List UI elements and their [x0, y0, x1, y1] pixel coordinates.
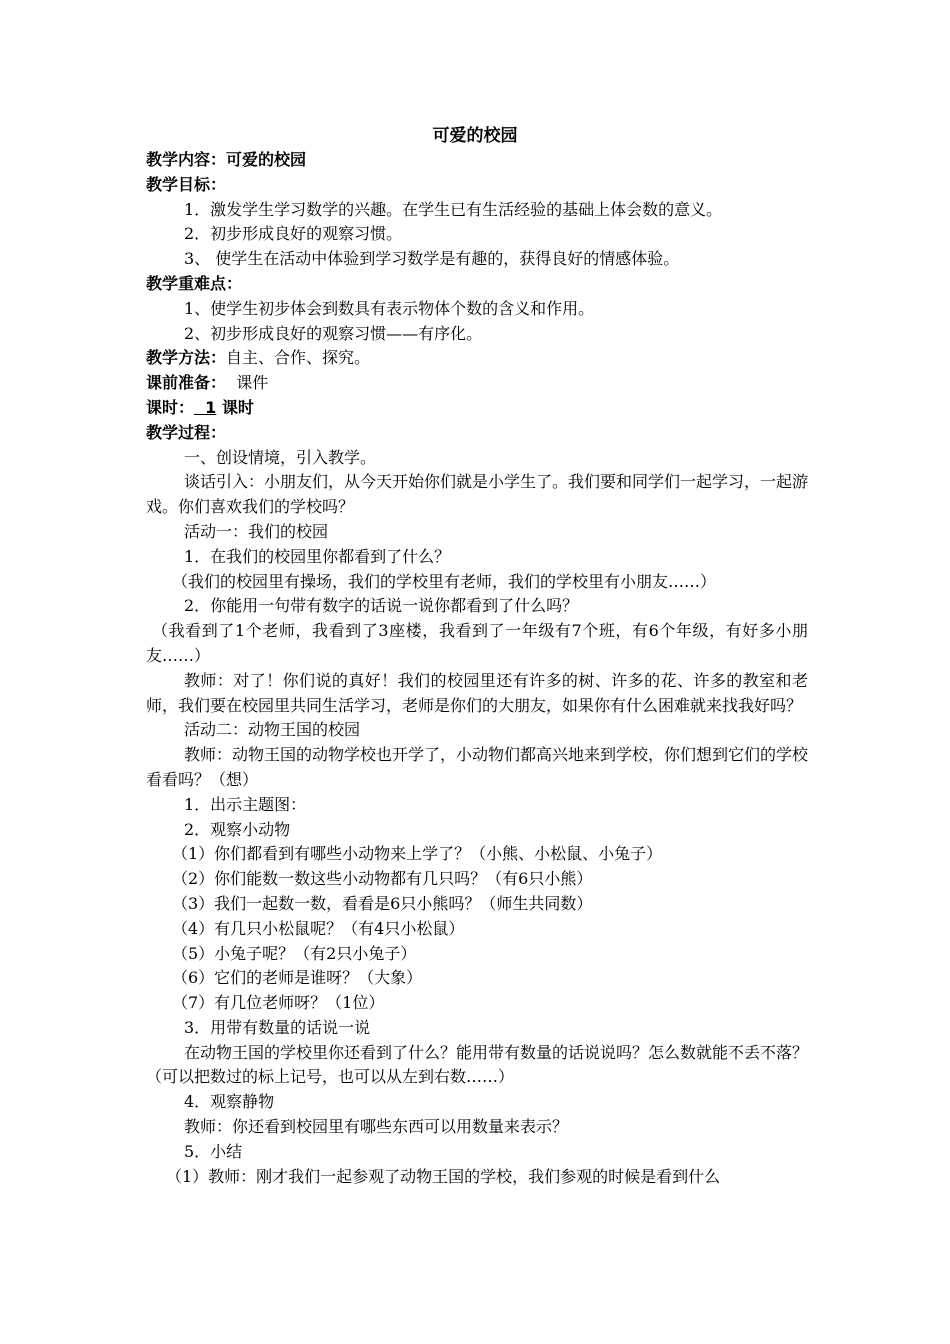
content-line	[146, 148, 808, 173]
goal-item-1: 1．激发学生学习数学的兴趣。在学生已有生活经验的基础上体会数的意义。	[184, 199, 723, 219]
sub-item-5: （5）小兔子呢？（有2只小兔子）	[172, 943, 417, 963]
activity-1-question-2: 2．你能用一句带有数字的话说一说你都看到了什么吗？	[184, 596, 579, 616]
teacher-paragraph-3: 教师：你还看到校园里有哪些东西可以用数量来表示？	[184, 1117, 569, 1137]
step-3: 3．用带有数量的话说一说	[184, 1017, 371, 1037]
prep-line	[146, 371, 808, 396]
step-4: 4．观察静物	[184, 1092, 275, 1112]
activity-1-heading: 活动一：我们的校园	[184, 521, 329, 541]
goal-item-3: 3、 使学生在活动中体验到学习数学是有趣的，获得良好的情感体验。	[184, 249, 680, 269]
method-label: 教学方法：	[146, 348, 227, 368]
step-3-paragraph: 在动物王国的学校里你还看到了什么？能用带有数量的话说说吗？怎么数就能不丢不落？（可以把数过的标上记号，也可以从左到右数……）	[146, 1042, 809, 1087]
key-point-2: 2、初步形成良好的观察习惯——有序化。	[184, 323, 483, 343]
hours-line	[146, 396, 808, 421]
hours-label: 课时：	[146, 397, 195, 417]
section-1-heading: 一、创设情境，引入教学。	[184, 447, 377, 467]
key-points-heading: 教学重难点：	[146, 273, 243, 293]
hours-value: 1	[205, 397, 217, 417]
content-value: 可爱的校园	[226, 150, 307, 169]
activity-1-answer-1: （我们的校园里有操场，我们的学校里有老师，我们的学校里有小朋友……）	[172, 571, 717, 591]
activity-1-answer-2: （我看到了1个老师，我看到了3座楼，我看到了一年级有7个班，有6个年级，有好多小朋友……）	[146, 621, 808, 665]
sub-item-2: （2）你们能数一数这些小动物都有几只吗？（有6只小熊）	[172, 869, 593, 889]
teacher-paragraph-1: 教师：对了！你们说的真好！我们的校园里还有许多的树、许多的花、许多的教室和老师，我们要在校园里共同生活学习，老师是你们的大朋友，如果你有什么困难就来找我好吗？	[146, 670, 808, 715]
method-line	[146, 346, 808, 371]
process-heading: 教学过程：	[146, 422, 227, 442]
step-2: 2．观察小动物	[184, 819, 291, 839]
intro-paragraph: 谈话引入：小朋友们，从今天开始你们就是小学生了。我们要和同学们一起学习，一起游戏。你们喜欢我们的学校吗？	[146, 472, 809, 517]
content-label: 教学内容：	[146, 150, 227, 169]
activity-1-question-1: 1．在我们的校园里你都看到了什么？	[184, 546, 451, 566]
hours-unit: 课时	[221, 397, 254, 417]
key-point-1: 1、使学生初步体会到数具有表示物体个数的含义和作用。	[184, 298, 595, 318]
step-5: 5．小结	[184, 1141, 243, 1161]
step-1: 1．出示主题图：	[184, 794, 307, 814]
goal-item-2: 2．初步形成良好的观察习惯。	[184, 224, 403, 244]
goals-heading: 教学目标：	[146, 174, 227, 194]
sub-item-6: （6）它们的老师是谁呀？（大象）	[172, 968, 423, 988]
prep-value: 课件	[236, 373, 269, 393]
document-title: 可爱的校园	[432, 126, 518, 146]
activity-2-heading: 活动二：动物王国的校园	[184, 720, 361, 740]
sub-item-3: （3）我们一起数一数，看看是6只小熊吗？（师生共同数）	[172, 893, 593, 913]
sub-item-7: （7）有几位老师呀？（1位）	[172, 993, 385, 1013]
document-body	[146, 148, 808, 1189]
method-value: 自主、合作、探究。	[226, 348, 371, 368]
sub-item-1: （1）你们都看到有哪些小动物来上学了？（小熊、小松鼠、小兔子）	[172, 844, 663, 864]
sub-item-4: （4）有几只小松鼠呢？（有4只小松鼠）	[172, 918, 465, 938]
prep-label: 课前准备：	[146, 373, 227, 393]
teacher-paragraph-2: 教师：动物王国的动物学校也开学了，小动物们都高兴地来到学校，你们想到它们的学校看看吗？（想）	[146, 745, 809, 789]
summary-line-1: （1）教师：刚才我们一起参观了动物王国的学校，我们参观的时候是看到什么	[166, 1166, 721, 1186]
